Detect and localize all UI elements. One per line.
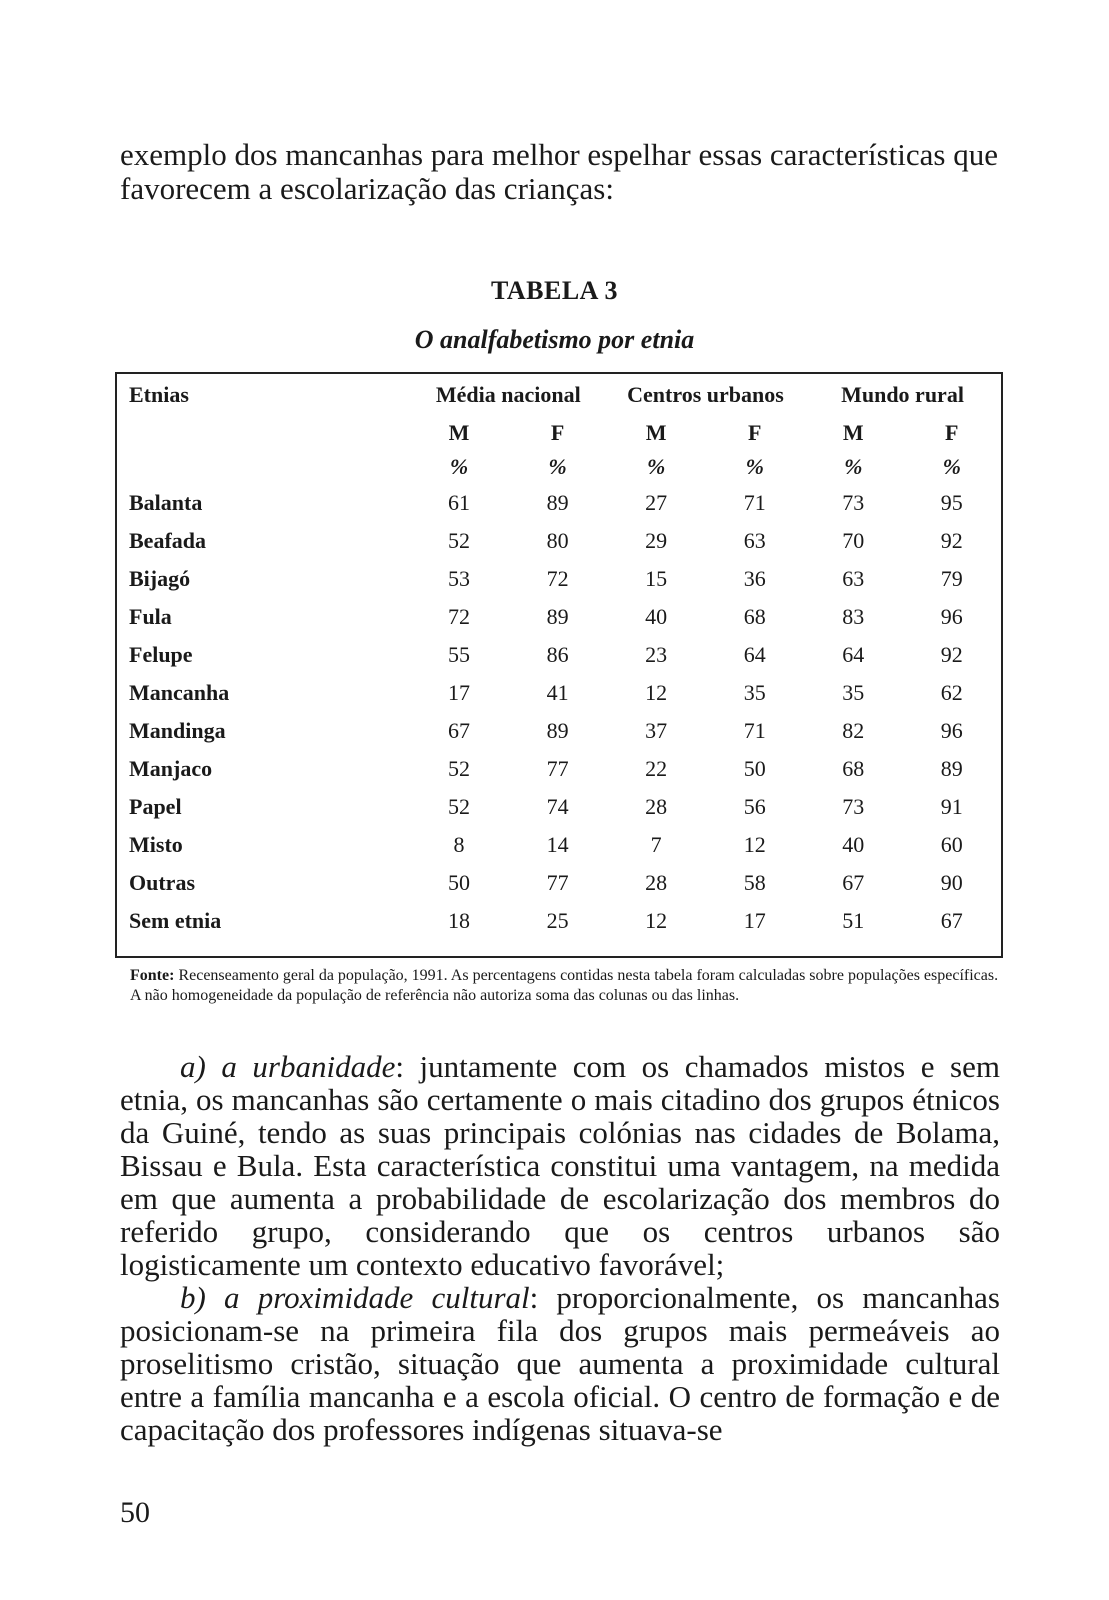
table-row (117, 864, 1001, 902)
row-name: Papel (129, 794, 182, 819)
cell-value: 25 (546, 908, 569, 933)
header-sex: F (748, 420, 762, 445)
row-name: Beafada (129, 528, 206, 553)
header-unit: % (745, 454, 764, 479)
header-sex: M (645, 420, 667, 445)
table-group-header (117, 374, 1001, 416)
cell-value: 89 (546, 490, 569, 515)
cell-value: 28 (645, 870, 668, 895)
cell-value: 12 (743, 832, 766, 857)
cell-value: 35 (743, 680, 766, 705)
table-row (117, 598, 1001, 636)
paragraph-text: : proporcionalmente, os mancanhas posicionam-se na primeira fila dos grupos mais permeáveis ao proselitismo cristão, situação que aumenta a proximidade cultural entre a família mancanha e a escola oficial. O centro de formação e de capacitação dos professores indígenas situava-se (120, 1280, 1000, 1447)
cell-value: 71 (743, 718, 766, 743)
cell-value: 28 (645, 794, 668, 819)
cell-value: 23 (645, 642, 668, 667)
cell-value: 62 (940, 680, 963, 705)
cell-value: 77 (546, 756, 569, 781)
table-row (117, 788, 1001, 826)
cell-value: 61 (448, 490, 470, 515)
cell-value: 60 (940, 832, 963, 857)
cell-value: 79 (940, 566, 963, 591)
header-unit: % (647, 454, 666, 479)
term-proximidade: b) a proximidade cultural (180, 1280, 530, 1315)
row-name: Sem etnia (129, 908, 222, 933)
cell-value: 64 (743, 642, 766, 667)
cell-value: 86 (546, 642, 569, 667)
cell-value: 90 (940, 870, 963, 895)
cell-value: 67 (842, 870, 865, 895)
cell-value: 91 (940, 794, 963, 819)
row-name: Fula (129, 604, 172, 629)
cell-value: 89 (546, 604, 569, 629)
source-label: Fonte: (130, 967, 175, 984)
row-name: Outras (129, 870, 195, 895)
table-row (117, 560, 1001, 598)
header-media-nacional: Média nacional (435, 382, 581, 407)
cell-value: 80 (546, 528, 569, 553)
table-sex-header (117, 416, 1001, 450)
cell-value: 77 (546, 870, 569, 895)
cell-value: 14 (546, 832, 569, 857)
cell-value: 55 (448, 642, 470, 667)
cell-value: 50 (448, 870, 470, 895)
cell-value: 96 (940, 718, 963, 743)
cell-value: 40 (842, 832, 865, 857)
body-text (120, 1050, 1000, 1446)
cell-value: 68 (842, 756, 865, 781)
cell-value: 89 (546, 718, 569, 743)
table-row (117, 674, 1001, 712)
cell-value: 51 (842, 908, 865, 933)
intro-paragraph (120, 138, 1000, 206)
cell-value: 67 (940, 908, 963, 933)
cell-value: 56 (743, 794, 766, 819)
cell-value: 18 (448, 908, 470, 933)
cell-value: 63 (842, 566, 865, 591)
cell-value: 63 (743, 528, 766, 553)
cell-value: 27 (645, 490, 668, 515)
header-centros-urbanos: Centros urbanos (627, 382, 784, 407)
header-unit: % (449, 454, 469, 479)
table-row (117, 522, 1001, 560)
header-sex: M (842, 420, 864, 445)
cell-value: 72 (546, 566, 569, 591)
table-title: O analfabetismo por etnia (414, 325, 695, 354)
table-row (117, 902, 1001, 940)
paragraph-urbanidade (120, 1050, 1000, 1281)
cell-value: 15 (645, 566, 668, 591)
cell-value: 52 (448, 528, 470, 553)
cell-value: 71 (743, 490, 766, 515)
table-label: TABELA 3 (490, 276, 619, 305)
cell-value: 72 (448, 604, 470, 629)
row-name: Mancanha (129, 680, 230, 705)
cell-value: 8 (453, 832, 465, 857)
header-unit: % (548, 454, 567, 479)
cell-value: 67 (448, 718, 470, 743)
cell-value: 92 (940, 528, 963, 553)
row-name: Felupe (129, 642, 193, 667)
table-row (117, 484, 1001, 522)
cell-value: 40 (645, 604, 668, 629)
cell-value: 68 (743, 604, 766, 629)
cell-value: 95 (940, 490, 963, 515)
cell-value: 64 (842, 642, 865, 667)
intro-text: exemplo dos mancanhas para melhor espelhar essas características que favorecem a escolarização das crianças: (120, 137, 998, 206)
cell-value: 36 (743, 566, 766, 591)
row-name: Mandinga (129, 718, 226, 743)
header-unit: % (942, 454, 961, 479)
paragraph-proximidade (120, 1281, 1000, 1446)
header-mundo-rural: Mundo rural (841, 382, 964, 407)
table-row (117, 826, 1001, 864)
header-sex: M (448, 420, 470, 445)
cell-value: 83 (842, 604, 865, 629)
cell-value: 73 (842, 794, 865, 819)
cell-value: 58 (743, 870, 766, 895)
cell-value: 17 (743, 908, 766, 933)
table-row (117, 636, 1001, 674)
row-name: Manjaco (129, 756, 213, 781)
cell-value: 92 (940, 642, 963, 667)
cell-value: 50 (743, 756, 766, 781)
table-source-note (130, 966, 1000, 1006)
cell-value: 35 (842, 680, 865, 705)
cell-value: 37 (645, 718, 668, 743)
cell-value: 29 (645, 528, 668, 553)
row-name: Balanta (129, 490, 203, 515)
paragraph-text: : juntamente com os chamados mistos e sem etnia, os mancanhas são certamente o mais citadino dos grupos étnicos da Guiné, tendo as suas principais colónias nas cidades de Bolama, Bissau e Bula. Esta característica constitui uma vantagem, na medida em que aumenta a probabilidade de escolarização dos membros do referido grupo, considerando que os centros urbanos são logisticamente um contexto educativo favorável; (120, 1049, 1000, 1282)
data-table-frame (115, 372, 1003, 958)
cell-value: 41 (546, 680, 569, 705)
cell-value: 74 (546, 794, 569, 819)
term-urbanidade: a) a urbanidade (180, 1049, 396, 1084)
cell-value: 52 (448, 794, 470, 819)
cell-value: 12 (645, 680, 668, 705)
header-sex: F (550, 420, 565, 445)
cell-value: 7 (650, 832, 662, 857)
cell-value: 82 (842, 718, 865, 743)
row-name: Misto (129, 832, 183, 857)
cell-value: 89 (940, 756, 963, 781)
cell-value: 53 (448, 566, 470, 591)
table-row (117, 750, 1001, 788)
row-name: Bijagó (129, 566, 191, 591)
illiteracy-table (117, 374, 1001, 940)
page-number: 50 (120, 1496, 150, 1529)
source-text: Recenseamento geral da população, 1991. As percentagens contidas nesta tabela foram calculadas sobre populações específicas. A não homogeneidade da população de referência não autoriza soma das colunas ou das linhas. (130, 967, 999, 1004)
header-unit: % (844, 454, 863, 479)
cell-value: 70 (842, 528, 865, 553)
cell-value: 22 (645, 756, 668, 781)
header-sex: F (945, 420, 959, 445)
cell-value: 12 (645, 908, 668, 933)
cell-value: 96 (940, 604, 963, 629)
cell-value: 52 (448, 756, 470, 781)
table-row (117, 712, 1001, 750)
cell-value: 73 (842, 490, 865, 515)
header-etnias: Etnias (129, 382, 189, 407)
table-unit-header (117, 450, 1001, 484)
cell-value: 17 (448, 680, 470, 705)
